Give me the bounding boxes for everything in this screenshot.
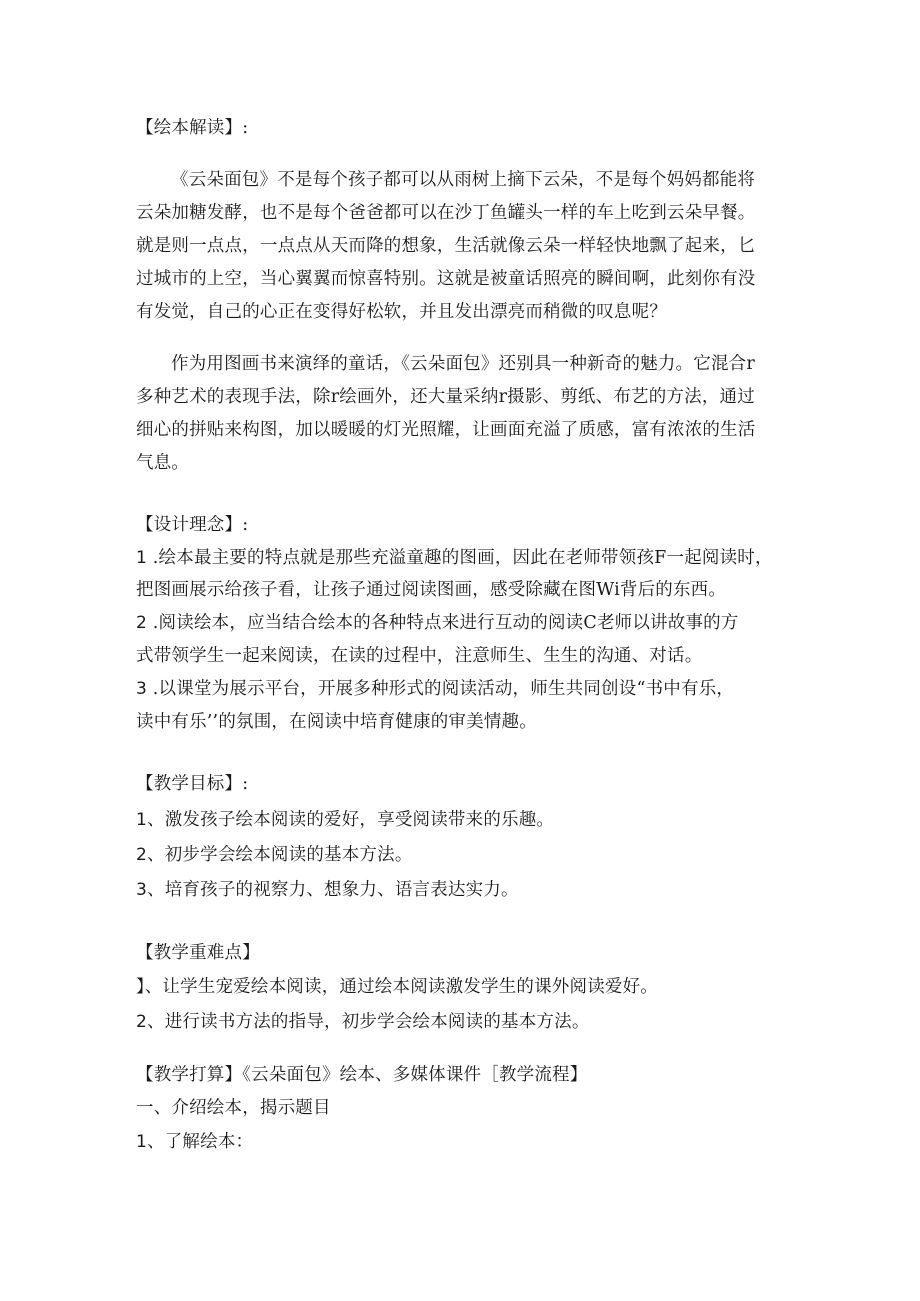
list-item-text: 、培育孩子的视察力、想象力、语言表达实力。 [147, 880, 519, 900]
paragraph-line: 有发觉，自己的心正在变得好松软，并且发出漂亮而稍微的叹息呢？ [136, 302, 667, 322]
list-item [136, 677, 734, 701]
list-item-text: 、激发孩子绘本阅读的爱好，享受阅读带来的乐趣。 [147, 810, 555, 830]
section-heading-teaching-preparation: 【教学打算】《云朵面包》绘本、多媒体课件［教学流程】 [136, 1065, 588, 1085]
list-item-continuation: 式带领学生一起来阅读，在读的过程中，注意师生、生生的沟通、对话。 [136, 646, 703, 666]
list-item-text: .绘本最主要的特点就是那些充溢童趣的图画，因此在老师带领孩F一起阅读时， [147, 548, 773, 568]
list-item [136, 878, 519, 902]
paragraph-line: 细心的拼贴来构图，加以暖暖的灯光照耀，让画面充溢了质感，富有浓浓的生活 [136, 420, 756, 440]
list-item-text: 、初步学会绘本阅读的基本方法。 [147, 845, 413, 865]
list-item-text: 、进行读书方法的指导，初步学会绘本阅读的基本方法。 [147, 1012, 590, 1032]
paragraph-line: 《云朵面包》不是每个孩子都可以从雨树上摘下云朵，不是每个妈妈都能将 [171, 170, 756, 190]
paragraph-line: 就是则一点点，一点点从天而降的想象，生活就像云朵一样轻快地飘了起来，匕 [136, 236, 756, 256]
section-heading-key-difficulties: 【教学重难点】 [136, 943, 260, 963]
list-item [136, 975, 658, 999]
list-item-text: .阅读绘本，应当结合绘本的各种特点来进行互动的阅读C老师以讲故事的方 [147, 613, 739, 633]
list-item [136, 1130, 253, 1154]
list-number: 2 [136, 613, 148, 633]
list-item [136, 1010, 590, 1034]
paragraph-line: 云朵加糖发酵，也不是每个爸爸都可以在沙丁鱼罐头一样的车上吃到云朵早餐。 [136, 203, 756, 223]
list-item-continuation: 把图画展示给孩子看，让孩子通过阅读图画，感受除藏在图Wi背后的东西。 [136, 580, 727, 600]
list-number: 1 [136, 548, 148, 568]
paragraph-line: 气息。 [136, 453, 190, 473]
list-item [136, 546, 773, 570]
section-heading-teaching-goals: 【教学目标】: [136, 774, 249, 794]
section-heading-picture-book-reading: 【绘本解读】: [136, 118, 249, 138]
list-item-text: .以课堂为展示平台，开展多种形式的阅读活动，师生共同创设“书中有乐， [147, 679, 735, 699]
list-number: 2 [136, 845, 148, 865]
list-number: 1 [136, 1132, 148, 1152]
paragraph-line: 多种艺术的表现手法，除r绘画外，还大量采纳r摄影、剪纸、布艺的方法，通过 [136, 387, 755, 407]
subheading-introduce-book: 一、介绍绘本，揭示题目 [136, 1098, 331, 1118]
list-number: 3 [136, 679, 148, 699]
list-item [136, 843, 413, 867]
paragraph-line: 作为用图画书来演绎的童话，《云朵面包》还别具一种新奇的魅力。它混合r [171, 354, 755, 374]
list-number: 1 [136, 810, 148, 830]
list-item-text: 、了解绘本： [147, 1132, 254, 1152]
section-heading-design-concept: 【设计理念】: [136, 515, 249, 535]
list-item [136, 808, 554, 832]
list-item [136, 611, 739, 635]
list-number: 3 [136, 880, 148, 900]
list-item-continuation: 读中有乐’’的氛围，在阅读中培育健康的审美情趣。 [136, 712, 537, 732]
list-number: 2 [136, 1012, 148, 1032]
list-item-text: 、让学生宠爱绘本阅读，通过绘本阅读激发学生的课外阅读爱好。 [144, 977, 659, 997]
paragraph-line: 过城市的上空，当心翼翼而惊喜特别。这就是被童话照亮的瞬间啊，此刻你有没 [136, 269, 756, 289]
list-number: 】 [136, 977, 145, 997]
